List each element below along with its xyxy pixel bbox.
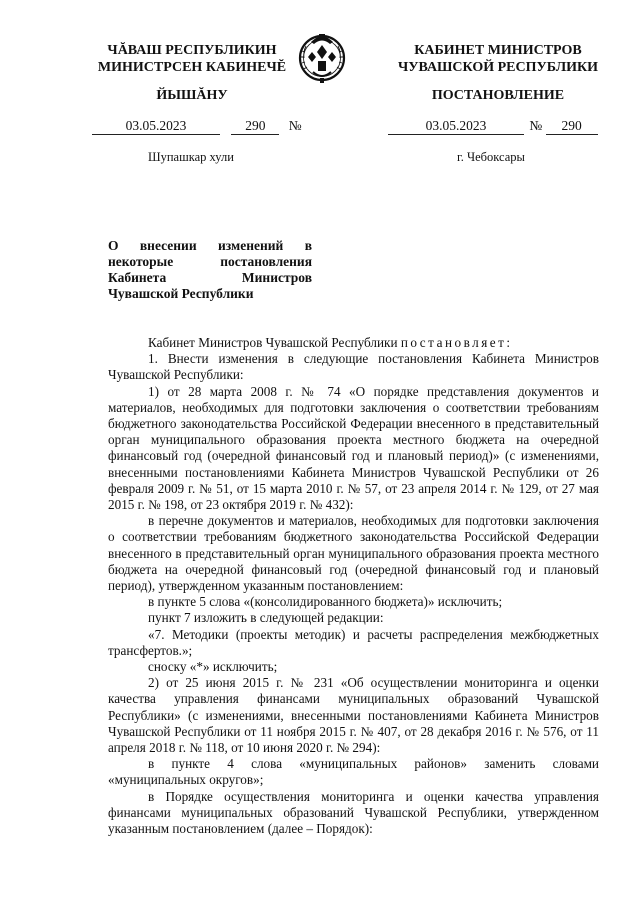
header-left-line1: ЧĂВАШ РЕСПУБЛИКИН bbox=[107, 43, 277, 58]
body-paragraph: в пункте 5 слова «(консолидированного бюджета)» исключить; bbox=[148, 594, 503, 610]
header-right-russian bbox=[392, 42, 604, 76]
number-row-left bbox=[92, 118, 302, 136]
body-paragraph: пункт 7 изложить в следующей редакции: bbox=[148, 610, 384, 626]
right-no-sign: № bbox=[529, 118, 543, 133]
document-body bbox=[108, 335, 599, 837]
left-no-sign: № bbox=[288, 118, 302, 133]
left-number: 290 bbox=[231, 118, 279, 135]
body-paragraph: 1. Внести изменения в следующие постановления Кабинета Министров Чувашской Республики: bbox=[108, 351, 599, 383]
body-paragraph: 1) от 28 марта 2008 г. № 74 «О порядке представления документов и материалов, необходимых для подготовки заключения о соответствии требованиям бюджетного законодательства Российской Федерации внесенного в представительный орган муниципального образования проекта местного бюджета на очередной финансовый год (очередной финансовый год и плановый период)» (с изменениями, внесенными постановлениями Кабинета Министров Чувашской Республики от 26 февраля 2009 г. № 51, от 15 марта 2010 г. № 57, от 23 апреля 2014 г. № 129, от 27 мая 2015 г. № 198, от 23 октября 2019 г. № 432): bbox=[108, 383, 599, 513]
body-paragraph: в Порядке осуществления мониторинга и оценки качества управления финансами муниципальных образований Чувашской Республики, утвержденном указанным постановлением (далее – Порядок): bbox=[108, 788, 599, 837]
body-paragraph: в перечне документов и материалов, необходимых для подготовки заключения о соответствии требованиям бюджетного законодательства Российской Федерации внесенного в представительный орган муниципального образования проекта местного бюджета на очередной финансовый год (очередной финансовый год и плановый период), утвержденном указанным постановлением: bbox=[108, 513, 599, 594]
place-left: Шупашкар хули bbox=[148, 150, 234, 164]
body-intro bbox=[108, 335, 599, 351]
header-left-line2: МИНИСТРСЕН КАБИНЕЧĔ bbox=[97, 60, 287, 75]
header-right-line1: КАБИНЕТ МИНИСТРОВ bbox=[414, 43, 582, 58]
right-number: 290 bbox=[546, 118, 598, 135]
intro-text: Кабинет Министров Чувашской Республики bbox=[148, 335, 401, 350]
place-right: г. Чебоксары bbox=[457, 150, 525, 164]
header-right-line2: ЧУВАШСКОЙ РЕСПУБЛИКИ bbox=[397, 60, 599, 75]
coat-of-arms-emblem bbox=[297, 28, 347, 86]
intro-spaced: постановляет: bbox=[400, 335, 513, 350]
emblem-icon bbox=[297, 28, 347, 86]
doc-kind-left: ЙЫШĂНУ bbox=[156, 88, 228, 103]
number-row-right bbox=[388, 118, 598, 136]
right-date: 03.05.2023 bbox=[388, 118, 524, 135]
doc-kind-right: ПОСТАНОВЛЕНИЕ bbox=[431, 88, 565, 103]
body-paragraph: в пункте 4 слова «муниципальных районов» заменить словами «муниципальных округов»; bbox=[108, 756, 599, 788]
body-paragraph: «7. Методики (проекты методик) и расчеты распределения межбюджетных трансфертов.»; bbox=[108, 626, 599, 658]
header-left-chuvash bbox=[92, 42, 292, 76]
left-date: 03.05.2023 bbox=[92, 118, 220, 135]
document-title: О внесении изменений в некоторые постановления Кабинета Министров Чувашской Республики bbox=[108, 238, 312, 301]
body-paragraph: сноску «*» исключить; bbox=[148, 659, 278, 675]
body-paragraph: 2) от 25 июня 2015 г. № 231 «Об осуществлении мониторинга и оценки качества управления финансами муниципальных образований Чувашской Республики» (с изменениями, внесенными постановлениями Кабинета Министров Чувашской Республики от 11 ноября 2015 г. № 407, от 28 декабря 2016 г. № 576, от 11 апреля 2018 г. № 118, от 10 июня 2020 г. № 294): bbox=[108, 675, 599, 756]
